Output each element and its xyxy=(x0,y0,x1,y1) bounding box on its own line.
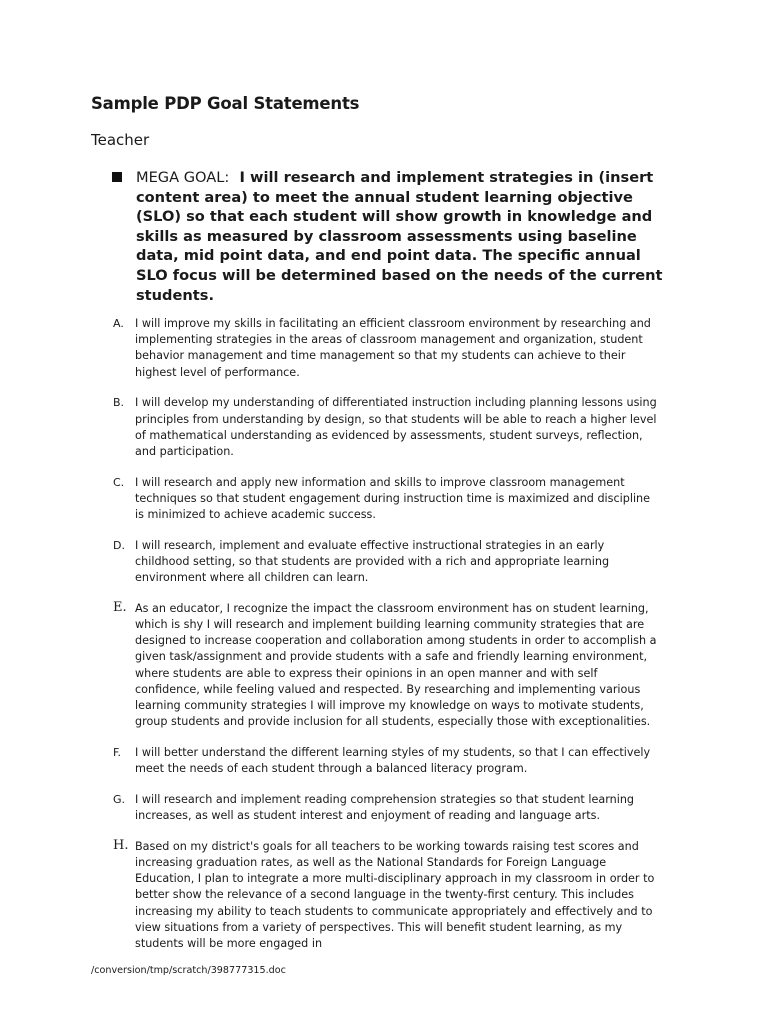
mega-goal-label: MEGA GOAL: xyxy=(136,169,230,186)
goal-item-g xyxy=(113,792,661,824)
goal-item-b xyxy=(113,395,661,460)
mega-goal-text-block xyxy=(136,168,672,305)
goal-text: I will research and apply new information and skills to improve classroom management techniques so that student engagement during instruction time is maximized and discipline is minimized to achieve academic success. xyxy=(135,475,651,522)
goal-text: I will better understand the different learning styles of my students, so that I can effectively meet the needs of each student through a balanced literacy program. xyxy=(135,745,651,776)
goal-letter: H. xyxy=(113,837,129,853)
goal-text: I will improve my skills in facilitating an efficient classroom environment by researching and implementing strategies in the areas of classroom management and organization, student behavior management and time management so that my students can achieve to their highest level of performance. xyxy=(135,317,651,379)
goal-letter: F. xyxy=(113,745,122,759)
goal-item-f xyxy=(113,745,661,777)
goal-item-h xyxy=(113,839,661,952)
goal-item-d xyxy=(113,538,661,587)
goal-text: Based on my district's goals for all teachers to be working towards raising test scores and increasing graduation rates, as well as the National Standards for Foreign Language Education, I plan to integrate a more multi-disciplinary approach in my classroom in order to better show the relevance of a second language in the twenty-first century. This includes increasing my ability to teach students to communicate appropriately and effectively and to view situations from a variety of perspectives. This will benefit student learning, as my students will be more engaged in xyxy=(135,839,655,950)
goal-list xyxy=(113,316,661,967)
goal-letter: E. xyxy=(113,599,127,615)
goal-letter: G. xyxy=(113,792,126,806)
goal-text: As an educator, I recognize the impact the classroom environment has on student learning, which is shy I will research and implement building learning community strategies that are designed to increase cooperation and collaboration among students in order to accomplish a given task/assignment and provide students with a safe and friendly learning environment, where students are able to express their opinions in an open manner and with self confidence, while feeling valued and respected. By researching and implementing various learning community strategies I will improve my knowledge on ways to motivate students, group students and provide inclusion for all students, especially those with exceptionalities. xyxy=(135,601,657,729)
square-bullet-icon xyxy=(112,172,122,182)
goal-letter: A. xyxy=(113,317,124,330)
goal-letter: B. xyxy=(113,396,125,410)
goal-text: I will develop my understanding of differentiated instruction including planning lessons using principles from understanding by design, so that students will be able to reach a higher level of mathematical understanding as evidenced by assessments, student surveys, reflection, and participation. xyxy=(135,396,657,458)
goal-item-c xyxy=(113,475,661,524)
footer-file-path: /conversion/tmp/scratch/398777315.doc xyxy=(91,965,286,976)
page-subtitle: Teacher xyxy=(91,131,150,149)
goal-letter: D. xyxy=(113,538,125,552)
mega-goal xyxy=(112,168,672,305)
goal-text: I will research and implement reading comprehension strategies so that student learning increases, as well as student interest and enjoyment of reading and language arts. xyxy=(135,792,635,823)
goal-letter: C. xyxy=(113,475,125,489)
goal-text: I will research, implement and evaluate effective instructional strategies in an early childhood setting, so that students are provided with a rich and appropriate learning environment where all children can learn. xyxy=(135,538,610,585)
goal-item-e xyxy=(113,601,661,731)
page-title: Sample PDP Goal Statements xyxy=(91,94,360,113)
goal-item-a xyxy=(113,316,661,381)
mega-goal-text: I will research and implement strategies in (insert content area) to meet the annual student learning objective (SLO) so that each student will show growth in knowledge and skills as measured by classroom assessments using baseline data, mid point data, and end point data. The specific annual SLO focus will be determined based on the needs of the current students. xyxy=(136,169,663,304)
